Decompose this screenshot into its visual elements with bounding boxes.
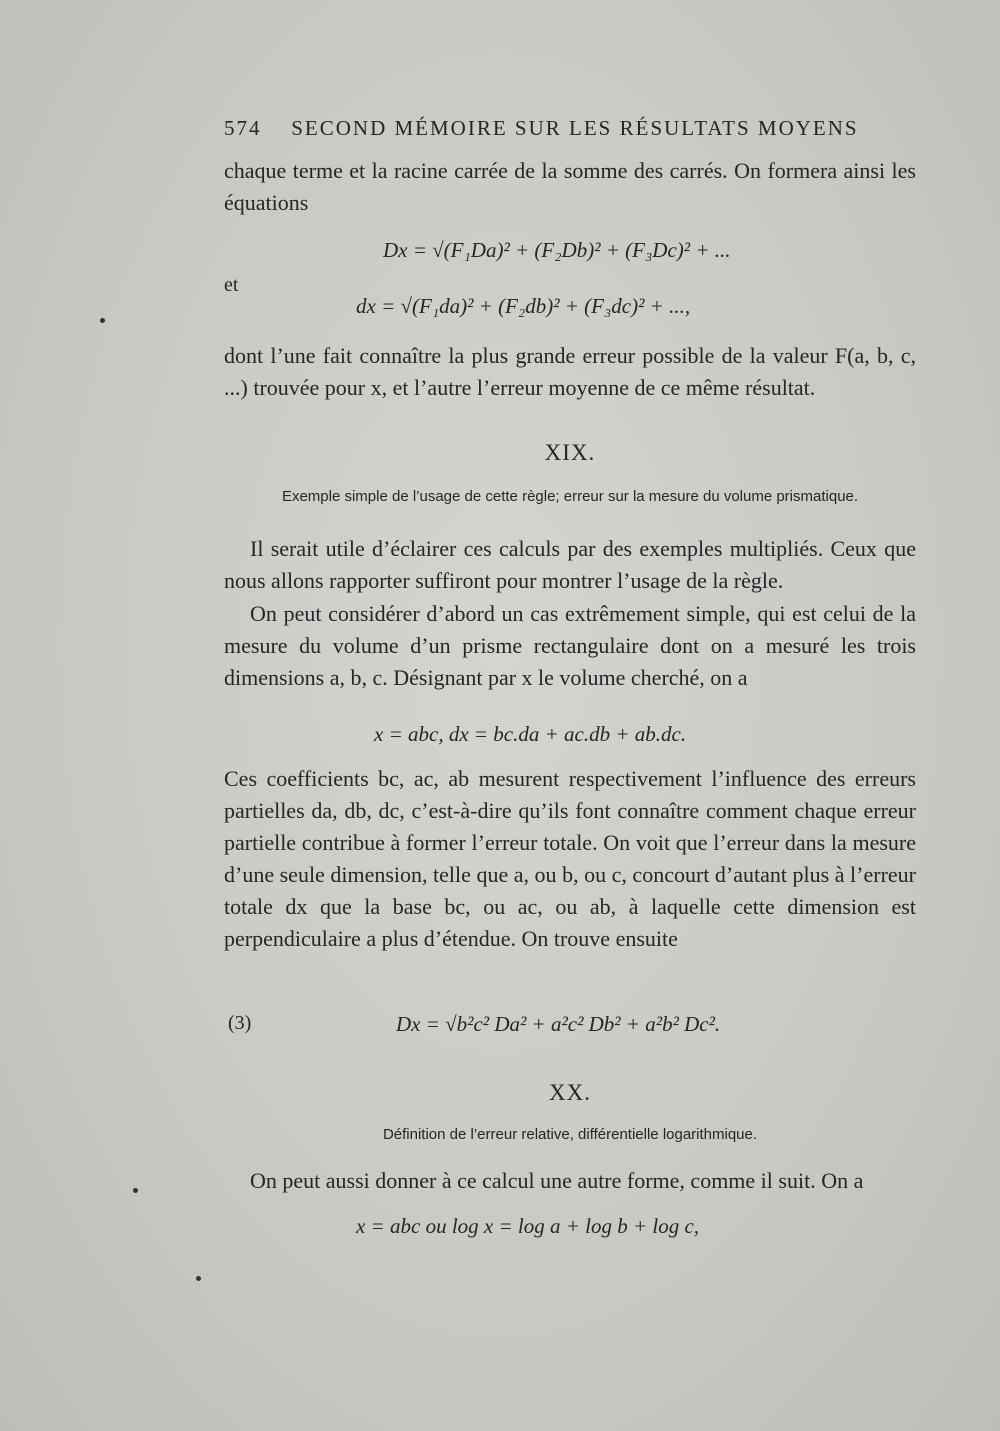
section-title-XX: XX. xyxy=(549,1080,591,1105)
equation-3: Dx = √b²c² Da² + a²c² Db² + a²b² Dc². xyxy=(396,1012,721,1036)
paragraph-1: chaque terme et la racine carrée de la somme des carrés. On formera ainsi les équations xyxy=(224,158,916,215)
equation-dx-mean-error: dx = √(F₁da)² + (F₂db)² + (F₃dc)² + ..., xyxy=(356,294,691,318)
running-title: SECOND MÉMOIRE SUR LES RÉSULTATS MOYENS xyxy=(291,116,859,140)
ink-speck xyxy=(133,1188,138,1193)
paragraph-6: On peut aussi donner à ce calcul une autre forme, comme il suit. On a xyxy=(250,1168,864,1193)
ink-speck xyxy=(100,318,105,323)
paragraph-3: Il serait utile d’éclairer ces calculs par des exemples multipliés. Ceux que nous allons rapporter suffiront pour montrer l’usage de la règle. xyxy=(224,536,916,593)
page-number: 574 xyxy=(224,116,262,140)
equation-number-3: (3) xyxy=(228,1012,252,1034)
equation-logarithm: x = abc ou log x = log a + log b + log c, xyxy=(356,1214,700,1238)
section-subtitle-XIX: Exemple simple de l’usage de cette règle; erreur sur la mesure du volume prismatique. xyxy=(281,488,859,505)
section-title-XIX: XIX. xyxy=(544,440,596,465)
paragraph-4: On peut considérer d’abord un cas extrêmement simple, qui est celui de la mesure du volume d’un prisme rectangulaire dont on a mesuré les trois dimensions a, b, c. Désignant par x le volume cherché, on a xyxy=(224,601,916,690)
paragraph-5: Ces coefficients bc, ac, ab mesurent respectivement l’influence des erreurs partielles da, db, dc, c’est-à-dire qu’ils font connaître comment chaque erreur partielle contribue à former l’erreur totale. On voit que l’erreur dans la mesure d’une seule dimension, telle que a, ou b, ou c, concourt d’autant plus à l’erreur totale dx que la base bc, ou ac, ou ab, à laquelle cette dimension est perpendiculaire a plus d’étendue. On trouve ensuite xyxy=(224,766,916,951)
section-subtitle-XX: Définition de l’erreur relative, différentielle logarithmique. xyxy=(382,1126,758,1143)
ink-speck xyxy=(196,1276,201,1281)
equation-volume: x = abc, dx = bc.da + ac.db + ab.dc. xyxy=(374,722,687,746)
conjunction-et: et xyxy=(224,274,239,296)
running-header xyxy=(224,116,914,141)
paragraph-2: dont l’une fait connaître la plus grande erreur possible de la valeur F(a, b, c, ...) trouvée pour x, et l’autre l’erreur moyenne de ce même résultat. xyxy=(224,343,916,400)
equation-Dx-max-error: Dx = √(F₁Da)² + (F₂Db)² + (F₃Dc)² + ... xyxy=(383,238,731,262)
